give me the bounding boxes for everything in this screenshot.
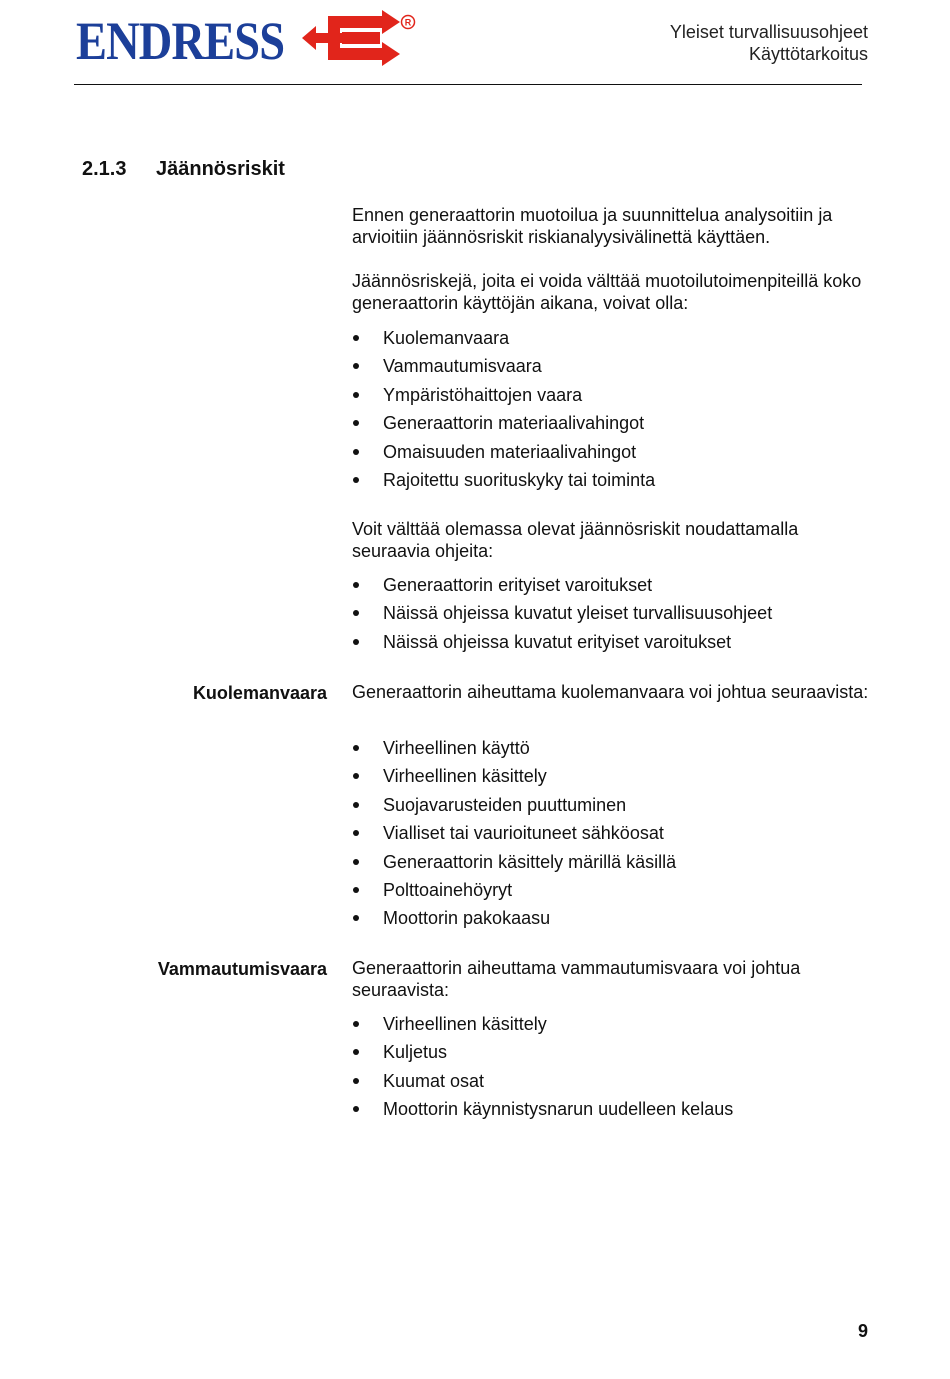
list-item: Rajoitettu suorituskyky tai toiminta — [352, 469, 655, 497]
bullet-icon — [353, 859, 359, 865]
intro-paragraph-3: Voit välttää olemassa olevat jäännösriskit noudattamalla seuraavia ohjeita: — [352, 519, 799, 561]
bullet-icon — [353, 1106, 359, 1112]
list-item: Moottorin pakokaasu — [352, 907, 676, 935]
endress-logo — [76, 8, 421, 70]
header-title-line1: Yleiset turvallisuusohjeet — [669, 22, 868, 42]
list-item: Virheellinen käsittely — [352, 765, 676, 793]
death-hazard-text: Generaattorin aiheuttama kuolemanvaara voi johtua seuraavista: — [352, 682, 869, 702]
section-heading — [82, 157, 285, 181]
bullet-icon — [353, 392, 359, 398]
list-item: Kuljetus — [352, 1041, 733, 1069]
header-title — [670, 21, 868, 65]
list-item: Vammautumisvaara — [352, 355, 655, 383]
guidance-list — [352, 574, 772, 659]
death-hazard-list — [352, 737, 676, 936]
intro-paragraph-1: Ennen generaattorin muotoilua ja suunnittelua analysoitiin ja arvioitiin jäännösriskit riskianalyysivälinettä käyttäen. — [352, 205, 833, 247]
bullet-icon — [353, 610, 359, 616]
residual-risks-list — [352, 327, 655, 497]
list-item: Polttoainehöyryt — [352, 879, 676, 907]
list-item: Ympäristöhaittojen vaara — [352, 384, 655, 412]
bullet-icon — [353, 1049, 359, 1055]
list-item: Moottorin käynnistysnarun uudelleen kelaus — [352, 1098, 733, 1126]
death-hazard-label: Kuolemanvaara — [192, 683, 327, 703]
injury-hazard-list — [352, 1013, 733, 1127]
list-item: Generaattorin erityiset varoitukset — [352, 574, 772, 602]
bullet-icon — [353, 363, 359, 369]
bullet-icon — [353, 582, 359, 588]
bullet-icon — [353, 1078, 359, 1084]
bullet-icon — [353, 335, 359, 341]
bullet-icon — [353, 887, 359, 893]
bullet-icon — [353, 477, 359, 483]
list-item: Kuolemanvaara — [352, 327, 655, 355]
list-item: Virheellinen käsittely — [352, 1013, 733, 1041]
bullet-icon — [353, 1021, 359, 1027]
svg-text:R: R — [404, 17, 412, 28]
list-item: Vialliset tai vaurioituneet sähköosat — [352, 822, 676, 850]
bullet-icon — [353, 639, 359, 645]
list-item: Virheellinen käyttö — [352, 737, 676, 765]
intro-paragraph-2: Jäännösriskejä, joita ei voida välttää muotoilutoimenpiteillä koko generaattorin käyttöjän aikana, voivat olla: — [352, 271, 862, 313]
registered-mark-icon — [400, 14, 416, 30]
injury-hazard-label: Vammautumisvaara — [157, 959, 327, 979]
bullet-icon — [353, 773, 359, 779]
logo-wordmark: ENDRESS — [76, 11, 285, 71]
bullet-icon — [353, 830, 359, 836]
list-item: Näissä ohjeissa kuvatut erityiset varoitukset — [352, 631, 772, 659]
section-number: 2.1.3 — [82, 158, 127, 180]
header-divider — [74, 84, 862, 85]
injury-hazard-text: Generaattorin aiheuttama vammautumisvaara voi johtua seuraavista: — [352, 958, 801, 1000]
list-item: Kuumat osat — [352, 1070, 733, 1098]
list-item: Suojavarusteiden puuttuminen — [352, 794, 676, 822]
list-item: Omaisuuden materiaalivahingot — [352, 441, 655, 469]
section-title: Jäännösriskit — [156, 158, 285, 180]
page-number: 9 — [857, 1321, 868, 1341]
bullet-icon — [353, 449, 359, 455]
list-item: Generaattorin käsittely märillä käsillä — [352, 851, 676, 879]
list-item: Generaattorin materiaalivahingot — [352, 412, 655, 440]
bullet-icon — [353, 745, 359, 751]
bullet-icon — [353, 802, 359, 808]
bullet-icon — [353, 915, 359, 921]
list-item: Näissä ohjeissa kuvatut yleiset turvallisuusohjeet — [352, 602, 772, 630]
bullet-icon — [353, 420, 359, 426]
header-title-line2: Käyttötarkoitus — [748, 44, 868, 64]
